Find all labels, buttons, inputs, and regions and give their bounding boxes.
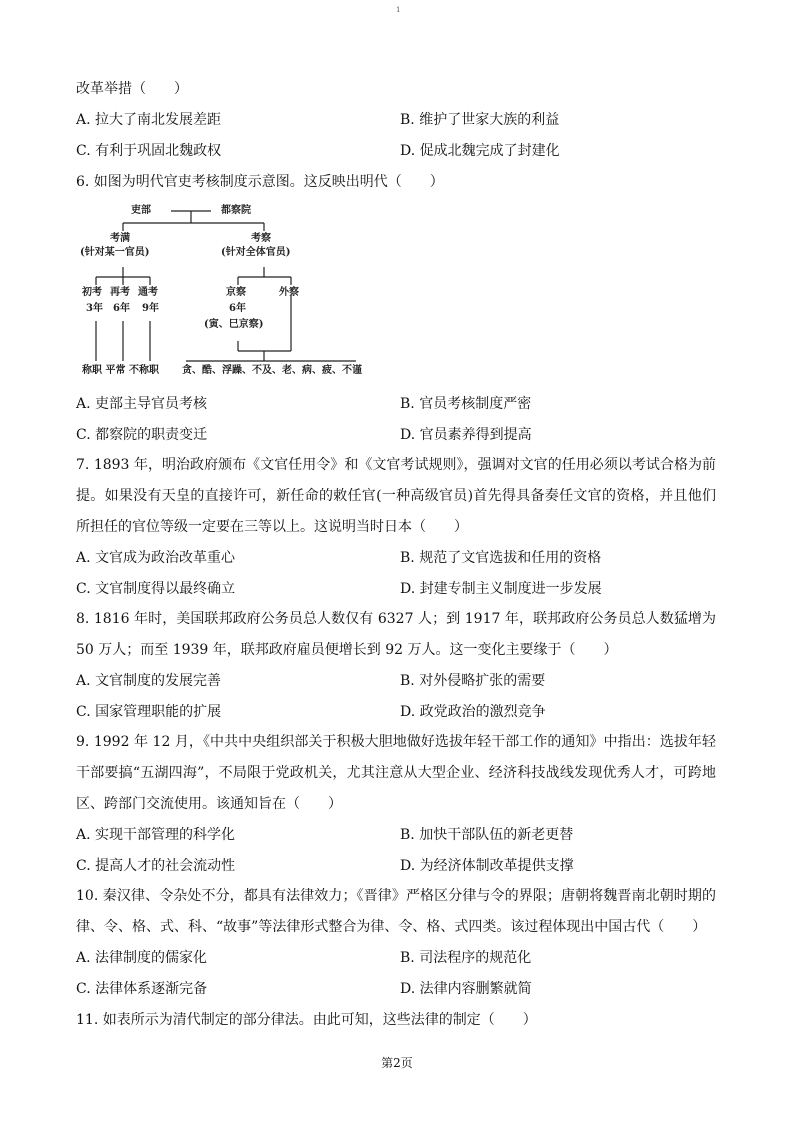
- q6-options-row1: [76, 394, 716, 414]
- q5-option-b[interactable]: B. 维护了世家大族的利益: [400, 112, 560, 128]
- q6-option-a[interactable]: A. 吏部主导官员考核: [76, 396, 208, 412]
- q11-stem: 11. 如表所示为清代制定的部分律法。由此可知，这些法律的制定（ ）: [76, 1012, 537, 1028]
- q9-option-b[interactable]: B. 加快干部队伍的新老更替: [400, 827, 574, 843]
- q8-options-row1: [76, 671, 716, 691]
- q9-stem: 9. 1992 年 12 月，《中共中央组织部关于积极大胆地做好选拔年轻干部工作的通知》中指出：选拔年轻干部要搞“五湖四海”，不局限于党政机关，尤其注意从大型企业、经济科技战线发现优秀人才，可跨地区、跨部门交流使用。该通知旨在（ ）: [76, 734, 716, 812]
- diagram-jingcha-note: (寅、巳京察): [204, 319, 264, 330]
- q10-options-row2: [76, 979, 716, 999]
- q10-option-a[interactable]: A. 法律制度的儒家化: [76, 950, 208, 966]
- diagram-zaikao-years: 6年: [113, 303, 130, 314]
- q9-options-row1: [76, 825, 716, 845]
- diagram-chukao-years: 3年: [86, 303, 103, 314]
- q10-options-row1: [76, 948, 716, 968]
- diagram-kaoman-note: (针对某一官员): [80, 247, 150, 258]
- q6-option-b[interactable]: B. 官员考核制度严密: [400, 396, 532, 412]
- exam-page: [76, 79, 716, 1041]
- q7-option-b[interactable]: B. 规范了文官选拔和任用的资格: [400, 550, 602, 566]
- diagram-jingcha: 京察: [226, 287, 246, 298]
- q5-options-row1: [76, 110, 716, 130]
- q7-option-a[interactable]: A. 文官成为政治改革重心: [76, 550, 236, 566]
- diagram-waicha: 外察: [279, 287, 299, 298]
- q10-option-b[interactable]: B. 司法程序的规范化: [400, 950, 532, 966]
- q9-option-a[interactable]: A. 实现干部管理的科学化: [76, 827, 236, 843]
- q9-option-d[interactable]: D. 为经济体制改革提供支撑: [400, 858, 574, 874]
- q8-option-a[interactable]: A. 文官制度的发展完善: [76, 673, 222, 689]
- q8-option-b[interactable]: B. 对外侵略扩张的需要: [400, 673, 546, 689]
- diagram-result-right: 贪、酷、浮躁、不及、老、病、疲、不谨: [182, 365, 362, 376]
- q7-option-c[interactable]: C. 文官制度得以最终确立: [76, 581, 236, 597]
- q7-option-d[interactable]: D. 封建专制主义制度进一步发展: [400, 581, 602, 597]
- q5-option-c[interactable]: C. 有利于巩固北魏政权: [76, 143, 222, 159]
- q9-options-row2: [76, 856, 716, 876]
- diagram-tongkao-years: 9年: [142, 303, 159, 314]
- q5-option-a[interactable]: A. 拉大了南北发展差距: [76, 112, 222, 128]
- q9-option-c[interactable]: C. 提高人才的社会流动性: [76, 858, 236, 874]
- q6-options-row2: [76, 425, 716, 445]
- q10-option-c[interactable]: C. 法律体系逐渐完备: [76, 981, 208, 997]
- q10-stem: 10. 秦汉律、令杂处不分，都具有法律效力；《晋律》严格区分律与令的界限；唐朝将魏晋南北朝时期的律、令、格、式、科、“故事”等法律形式整合为律、令、格、式四类。该过程体现出中国古代（ ）: [76, 888, 716, 935]
- q5-stem-tail: 改革举措（ ）: [76, 81, 188, 97]
- q6-option-d[interactable]: D. 官员素养得到提高: [400, 427, 532, 443]
- diagram-libu: 吏部: [131, 205, 151, 216]
- q10-option-d[interactable]: D. 法律内容删繁就简: [400, 981, 532, 997]
- diagram-jingcha-years: 6年: [229, 303, 246, 314]
- diagram-kaocha-note: (针对全体官员): [221, 247, 291, 258]
- q6-evaluation-diagram: [76, 203, 376, 388]
- q7-options-row1: [76, 548, 716, 568]
- diagram-zaikao: 再考: [110, 287, 130, 298]
- page-footer: 第2页: [381, 1056, 413, 1070]
- q8-stem: 8. 1816 年时，美国联邦政府公务员总人数仅有 6327 人；到 1917 年，联邦政府公务员总人数猛增为 50 万人；而至 1939 年，联邦政府雇员便增长到 92 万人。这一变化主要缘于（ ）: [76, 611, 716, 658]
- page-header-mark: 1: [396, 6, 401, 14]
- diagram-chukao: 初考: [82, 287, 102, 298]
- q8-option-c[interactable]: C. 国家管理职能的扩展: [76, 704, 222, 720]
- q7-stem: 7. 1893 年，明治政府颁布《文官任用令》和《文官考试规则》，强调对文官的任用必须以考试合格为前提。如果没有天皇的直接许可，新任命的敕任官(一种高级官员)首先得具备奏任文官的资格，并且他们所担任的官位等级一定要在三等以上。这说明当时日本（ ）: [76, 457, 716, 535]
- q5-options-row2: [76, 141, 716, 161]
- diagram-result-left: 称职 平常 不称职: [82, 365, 159, 376]
- q5-option-d[interactable]: D. 促成北魏完成了封建化: [400, 143, 560, 159]
- q8-options-row2: [76, 702, 716, 722]
- q7-options-row2: [76, 579, 716, 599]
- diagram-tongkao: 通考: [138, 287, 158, 298]
- q6-option-c[interactable]: C. 都察院的职责变迁: [76, 427, 208, 443]
- diagram-duchayuan: 都察院: [221, 205, 251, 216]
- diagram-kaoman: 考满: [110, 233, 130, 244]
- q8-option-d[interactable]: D. 政党政治的激烈竞争: [400, 704, 546, 720]
- diagram-kaocha: 考察: [251, 233, 271, 244]
- q6-stem: 6. 如图为明代官吏考核制度示意图。这反映出明代（ ）: [76, 174, 444, 190]
